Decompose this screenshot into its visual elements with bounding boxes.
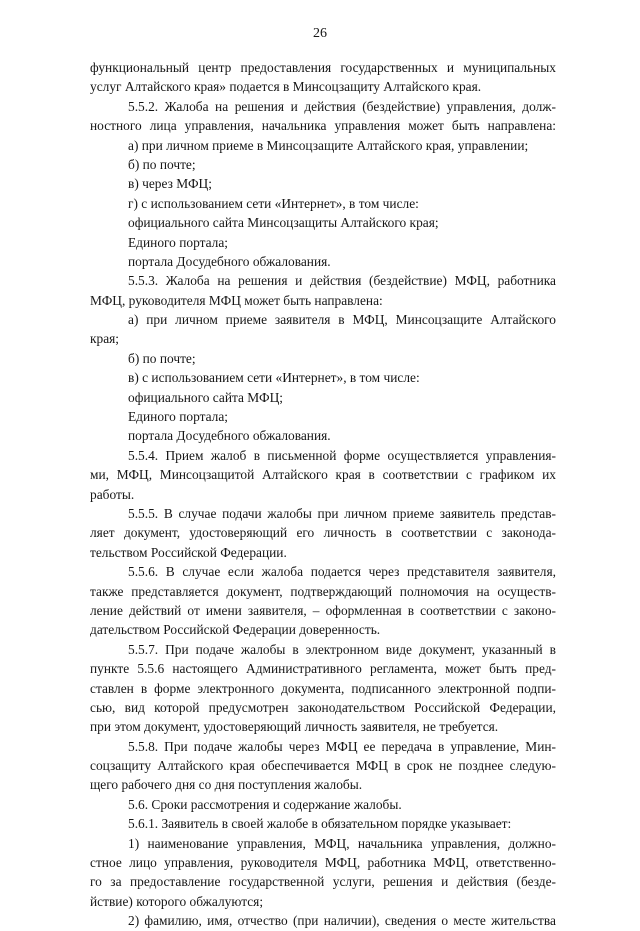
text-line: Единого портала; — [128, 409, 229, 425]
text-line: дательством Российской Федерации доверенность. — [90, 622, 381, 638]
text-line: официального сайта Минсоцзащиты Алтайского края; — [128, 215, 439, 231]
text-line: стное лицо управления, руководителя МФЦ, работника МФЦ, ответственно- — [90, 855, 556, 871]
text-line: соцзащиту Алтайского края обеспечивается МФЦ в срок не позднее следую- — [90, 758, 556, 774]
text-line: Единого портала; — [128, 234, 229, 250]
text-line: портала Досудебного обжалования. — [128, 253, 331, 269]
text-line: в) с использованием сети «Интернет», в том числе: — [128, 370, 420, 386]
text-line: щего рабочего дня со дня поступления жалобы. — [90, 777, 363, 793]
text-line: 5.5.3. Жалоба на решения и действия (бездействие) МФЦ, работника — [128, 273, 556, 289]
text-line: края; — [90, 331, 120, 347]
text-line: ление действий от имени заявителя, – оформленная в соответствии с законо- — [90, 602, 556, 618]
text-line: 5.5.4. Прием жалоб в письменной форме осуществляется управления- — [128, 447, 556, 463]
text-line: г) с использованием сети «Интернет», в том числе: — [128, 195, 419, 211]
text-line: пункте 5.5.6 настоящего Административного регламента, может быть пред- — [90, 661, 556, 677]
text-line: функциональный центр предоставления государственных и муниципальных — [90, 60, 556, 75]
text-line: а) при личном приеме в Минсоцзащите Алтайского края, управлении; — [128, 137, 529, 153]
text-line: 5.6.1. Заявитель в своей жалобе в обязательном порядке указывает: — [128, 816, 512, 832]
text-line: МФЦ, руководителя МФЦ может быть направлена: — [90, 292, 383, 308]
text-line: 5.5.2. Жалоба на решения и действия (бездействие) управления, долж- — [128, 98, 556, 114]
text-line: 5.5.5. В случае подачи жалобы при личном приеме заявитель представ- — [128, 505, 556, 521]
text-line: 2) фамилию, имя, отчество (при наличии), сведения о месте жительства — [128, 913, 556, 929]
text-line: го за предоставление государственной услуги, решения и действия (безде- — [90, 874, 556, 890]
text-line: а) при личном приеме заявителя в МФЦ, Минсоцзащите Алтайского — [128, 312, 556, 328]
text-line: 5.5.7. При подаче жалобы в электронном виде документ, указанный в — [128, 641, 556, 657]
text-line: ставлен в форме электронного документа, подписанного электронной подпи- — [90, 680, 556, 696]
text-line: ностного лица управления, начальника управления может быть направлена: — [90, 118, 556, 134]
text-line: 5.5.6. В случае если жалоба подается через представителя заявителя, — [128, 564, 556, 580]
text-line: б) по почте; — [128, 156, 196, 172]
text-line: ляет документ, удостоверяющий его личность в соответствии с законода- — [90, 525, 556, 541]
text-line: сью, вид которой предусмотрен законодательством Российской Федерации, — [90, 699, 556, 715]
text-line: работы. — [90, 486, 135, 502]
text-line: услуг Алтайского края» подается в Минсоцзащиту Алтайского края. — [90, 79, 482, 95]
text-line: тельством Российской Федерации. — [90, 544, 287, 560]
text-line: также представляется документ, подтверждающий полномочия на осуществ- — [90, 583, 556, 599]
text-line: в) через МФЦ; — [128, 176, 212, 192]
text-line: портала Досудебного обжалования. — [128, 428, 331, 444]
text-line: ми, МФЦ, Минсоцзащитой Алтайского края в соответствии с графиком их — [90, 467, 556, 483]
page-number: 26 — [313, 26, 327, 41]
text-line: б) по почте; — [128, 350, 196, 366]
text-line: йствие) которого обжалуются; — [90, 893, 264, 909]
text-line: при этом документ, удостоверяющий личность заявителя, не требуется. — [90, 719, 499, 735]
document-body — [90, 58, 556, 931]
text-line: официального сайта МФЦ; — [128, 389, 284, 405]
text-line: 5.6. Сроки рассмотрения и содержание жалобы. — [128, 796, 402, 812]
text-line: 5.5.8. При подаче жалобы через МФЦ ее передача в управление, Мин- — [128, 738, 556, 754]
text-line: 1) наименование управления, МФЦ, начальника управления, должно- — [128, 835, 556, 851]
